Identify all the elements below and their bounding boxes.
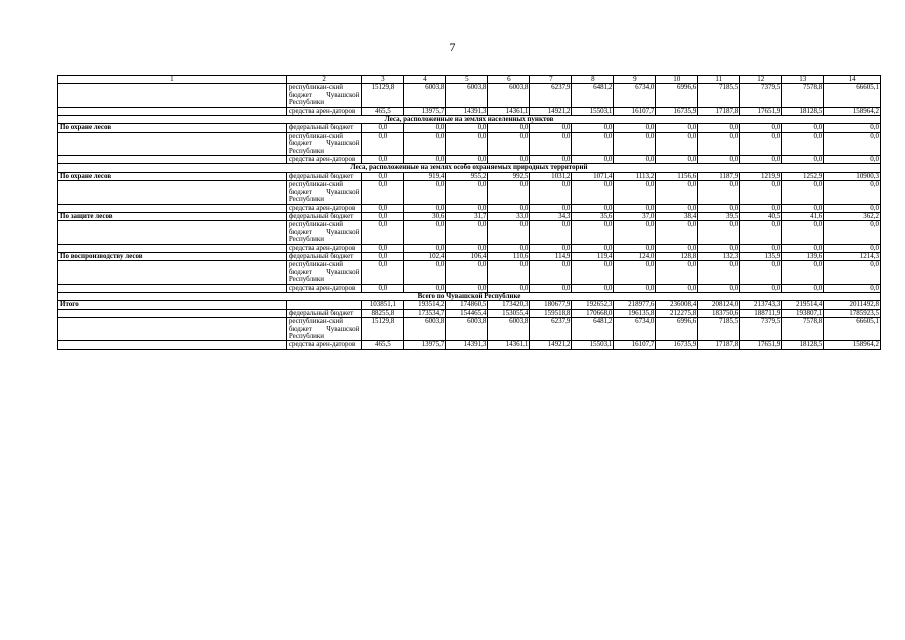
- section-heading: Леса, расположенные на землях особо охраняемых природных территорий: [58, 164, 881, 172]
- value-cell: 16107,7: [614, 341, 656, 349]
- value-cell: 1214,3: [824, 252, 881, 260]
- value-cell: 14921,2: [530, 107, 572, 115]
- value-cell: 6237,9: [530, 84, 572, 107]
- value-cell: 0,0: [446, 221, 488, 244]
- value-cell: 0,0: [740, 204, 782, 212]
- column-number-cell: 5: [446, 76, 488, 84]
- table-row: [58, 107, 881, 115]
- value-cell: 6996,6: [656, 84, 698, 107]
- value-cell: 31,7: [446, 212, 488, 220]
- table-row: [58, 172, 881, 180]
- value-cell: 362,2: [824, 212, 881, 220]
- value-cell: 17187,8: [698, 341, 740, 349]
- value-cell: 0,0: [698, 156, 740, 164]
- value-cell: 0,0: [614, 156, 656, 164]
- value-cell: 66605,1: [824, 318, 881, 341]
- value-cell: 0,0: [446, 204, 488, 212]
- value-cell: 0,0: [404, 132, 446, 155]
- value-cell: 0,0: [614, 261, 656, 284]
- value-cell: 0,0: [740, 181, 782, 204]
- value-cell: 236008,4: [656, 301, 698, 309]
- column-number-cell: 10: [656, 76, 698, 84]
- value-cell: 16735,9: [656, 341, 698, 349]
- value-cell: 34,3: [530, 212, 572, 220]
- value-cell: 7578,8: [782, 318, 824, 341]
- value-cell: 0,0: [782, 244, 824, 252]
- value-cell: 13975,7: [404, 341, 446, 349]
- value-cell: 1785923,5: [824, 309, 881, 317]
- value-cell: 132,3: [698, 252, 740, 260]
- value-cell: 154465,4: [446, 309, 488, 317]
- value-cell: 39,5: [698, 212, 740, 220]
- value-cell: 173534,7: [404, 309, 446, 317]
- value-cell: 0,0: [404, 284, 446, 292]
- value-cell: 6734,0: [614, 318, 656, 341]
- value-cell: 106,4: [446, 252, 488, 260]
- value-cell: 0,0: [698, 221, 740, 244]
- value-cell: 0,0: [614, 244, 656, 252]
- value-cell: 1156,6: [656, 172, 698, 180]
- value-cell: 188711,9: [740, 309, 782, 317]
- value-cell: 1071,4: [572, 172, 614, 180]
- value-cell: 35,6: [572, 212, 614, 220]
- value-cell: 0,0: [446, 244, 488, 252]
- value-cell: 119,4: [572, 252, 614, 260]
- value-cell: 6003,8: [446, 318, 488, 341]
- table-row: [58, 124, 881, 132]
- funding-source-cell: республикан-ский бюджет Чувашской Республики: [286, 181, 362, 204]
- value-cell: 0,0: [572, 132, 614, 155]
- funding-source-cell: республикан-ский бюджет Чувашской Республики: [286, 132, 362, 155]
- table-row: [58, 252, 881, 260]
- section-heading-row: [58, 116, 881, 124]
- funding-source-cell: средства арен-даторов: [286, 204, 362, 212]
- value-cell: 158964,2: [824, 107, 881, 115]
- funding-source-cell: федеральный бюджет: [286, 212, 362, 220]
- activity-cell: [58, 284, 287, 292]
- value-cell: 7379,5: [740, 318, 782, 341]
- table-row: [58, 309, 881, 317]
- value-cell: 0,0: [824, 181, 881, 204]
- funding-source-cell: федеральный бюджет: [286, 309, 362, 317]
- value-cell: 6003,8: [488, 318, 530, 341]
- funding-source-cell: средства арен-даторов: [286, 284, 362, 292]
- table-row: [58, 132, 881, 155]
- activity-cell: [58, 107, 287, 115]
- value-cell: 183750,6: [698, 309, 740, 317]
- value-cell: 37,0: [614, 212, 656, 220]
- value-cell: 0,0: [698, 284, 740, 292]
- funding-source-cell: федеральный бюджет: [286, 172, 362, 180]
- table-body: [58, 76, 881, 350]
- value-cell: 213743,3: [740, 301, 782, 309]
- value-cell: 1031,2: [530, 172, 572, 180]
- value-cell: 0,0: [782, 204, 824, 212]
- value-cell: 0,0: [446, 181, 488, 204]
- value-cell: 0,0: [362, 284, 404, 292]
- value-cell: 14361,1: [488, 107, 530, 115]
- value-cell: 0,0: [530, 156, 572, 164]
- value-cell: 88255,8: [362, 309, 404, 317]
- funding-source-cell: средства арен-даторов: [286, 156, 362, 164]
- value-cell: 18128,5: [782, 107, 824, 115]
- value-cell: 18128,5: [782, 341, 824, 349]
- activity-cell: [58, 261, 287, 284]
- table-row: [58, 261, 881, 284]
- table-row: [58, 84, 881, 107]
- column-number-cell: 8: [572, 76, 614, 84]
- value-cell: 0,0: [488, 156, 530, 164]
- value-cell: 0,0: [530, 181, 572, 204]
- value-cell: 0,0: [530, 221, 572, 244]
- value-cell: 173420,3: [488, 301, 530, 309]
- page-number: 7: [449, 40, 456, 54]
- value-cell: 0,0: [740, 221, 782, 244]
- value-cell: 7185,5: [698, 318, 740, 341]
- value-cell: 0,0: [362, 181, 404, 204]
- value-cell: 103851,1: [362, 301, 404, 309]
- value-cell: 41,6: [782, 212, 824, 220]
- value-cell: 14361,1: [488, 341, 530, 349]
- table-row: [58, 318, 881, 341]
- table-row: [58, 284, 881, 292]
- value-cell: 0,0: [614, 204, 656, 212]
- value-cell: 40,5: [740, 212, 782, 220]
- column-number-cell: 6: [488, 76, 530, 84]
- activity-cell: По охране лесов: [58, 172, 287, 180]
- value-cell: 6003,8: [404, 318, 446, 341]
- value-cell: 0,0: [656, 261, 698, 284]
- value-cell: 0,0: [488, 204, 530, 212]
- value-cell: 0,0: [782, 181, 824, 204]
- value-cell: 0,0: [488, 244, 530, 252]
- value-cell: 0,0: [572, 221, 614, 244]
- value-cell: 66605,1: [824, 84, 881, 107]
- value-cell: 0,0: [488, 284, 530, 292]
- value-cell: 0,0: [698, 244, 740, 252]
- value-cell: 159518,8: [530, 309, 572, 317]
- value-cell: 15129,8: [362, 318, 404, 341]
- value-cell: 193807,1: [782, 309, 824, 317]
- value-cell: 14391,3: [446, 107, 488, 115]
- value-cell: 6996,6: [656, 318, 698, 341]
- value-cell: 17651,9: [740, 107, 782, 115]
- value-cell: 0,0: [614, 284, 656, 292]
- value-cell: 110,6: [488, 252, 530, 260]
- value-cell: 0,0: [614, 132, 656, 155]
- value-cell: 0,0: [824, 204, 881, 212]
- value-cell: 114,9: [530, 252, 572, 260]
- value-cell: 7578,8: [782, 84, 824, 107]
- value-cell: 38,4: [656, 212, 698, 220]
- value-cell: 0,0: [782, 124, 824, 132]
- funding-source-cell: средства арен-даторов: [286, 341, 362, 349]
- column-number-cell: 11: [698, 76, 740, 84]
- value-cell: 0,0: [446, 156, 488, 164]
- value-cell: 0,0: [530, 244, 572, 252]
- value-cell: 0,0: [824, 284, 881, 292]
- value-cell: 465,5: [362, 341, 404, 349]
- value-cell: 0,0: [530, 132, 572, 155]
- value-cell: 192652,3: [572, 301, 614, 309]
- funding-source-cell: республикан-ский бюджет Чувашской Республики: [286, 84, 362, 107]
- value-cell: 0,0: [656, 124, 698, 132]
- value-cell: 0,0: [362, 212, 404, 220]
- value-cell: 0,0: [572, 156, 614, 164]
- value-cell: 0,0: [824, 244, 881, 252]
- column-number-cell: 13: [782, 76, 824, 84]
- value-cell: 14391,3: [446, 341, 488, 349]
- activity-cell: [58, 221, 287, 244]
- value-cell: 16107,7: [614, 107, 656, 115]
- value-cell: 0,0: [656, 181, 698, 204]
- value-cell: 0,0: [614, 181, 656, 204]
- value-cell: 0,0: [656, 284, 698, 292]
- activity-cell: По защите лесов: [58, 212, 287, 220]
- value-cell: 0,0: [824, 124, 881, 132]
- value-cell: 0,0: [488, 132, 530, 155]
- activity-cell: [58, 132, 287, 155]
- section-heading: Леса, расположенные на землях населенных пунктов: [58, 116, 881, 124]
- activity-cell: Итого: [58, 301, 287, 309]
- value-cell: 0,0: [572, 284, 614, 292]
- value-cell: 128,8: [656, 252, 698, 260]
- value-cell: 10900,3: [824, 172, 881, 180]
- value-cell: 13975,7: [404, 107, 446, 115]
- value-cell: 0,0: [362, 132, 404, 155]
- value-cell: 219514,4: [782, 301, 824, 309]
- activity-cell: По воспроизводству лесов: [58, 252, 287, 260]
- column-number-cell: 12: [740, 76, 782, 84]
- value-cell: 0,0: [362, 261, 404, 284]
- value-cell: 0,0: [698, 132, 740, 155]
- value-cell: 0,0: [530, 284, 572, 292]
- value-cell: 6003,8: [404, 84, 446, 107]
- value-cell: 0,0: [782, 261, 824, 284]
- value-cell: 7379,5: [740, 84, 782, 107]
- value-cell: 0,0: [656, 244, 698, 252]
- value-cell: 0,0: [446, 284, 488, 292]
- value-cell: 1187,9: [698, 172, 740, 180]
- value-cell: 180677,9: [530, 301, 572, 309]
- value-cell: 0,0: [488, 261, 530, 284]
- column-number-cell: 7: [530, 76, 572, 84]
- table-row: [58, 221, 881, 244]
- funding-source-cell: республикан-ский бюджет Чувашской Республики: [286, 221, 362, 244]
- section-heading: Всего по Чувашской Республике: [58, 292, 881, 300]
- table-row: [58, 341, 881, 349]
- column-number-cell: 2: [286, 76, 362, 84]
- value-cell: 0,0: [824, 261, 881, 284]
- value-cell: 0,0: [530, 204, 572, 212]
- value-cell: 0,0: [572, 244, 614, 252]
- funding-source-cell: федеральный бюджет: [286, 124, 362, 132]
- value-cell: 30,6: [404, 212, 446, 220]
- value-cell: 0,0: [362, 156, 404, 164]
- value-cell: 0,0: [362, 221, 404, 244]
- value-cell: 992,5: [488, 172, 530, 180]
- funding-source-cell: республикан-ский бюджет Чувашской Республики: [286, 261, 362, 284]
- value-cell: 0,0: [656, 204, 698, 212]
- value-cell: 16735,9: [656, 107, 698, 115]
- value-cell: 955,2: [446, 172, 488, 180]
- value-cell: 158964,2: [824, 341, 881, 349]
- value-cell: 0,0: [572, 181, 614, 204]
- value-cell: 0,0: [530, 124, 572, 132]
- value-cell: 0,0: [446, 132, 488, 155]
- value-cell: 6481,2: [572, 318, 614, 341]
- value-cell: 7185,5: [698, 84, 740, 107]
- column-number-cell: 14: [824, 76, 881, 84]
- value-cell: 0,0: [488, 124, 530, 132]
- value-cell: 15129,8: [362, 84, 404, 107]
- value-cell: 170668,0: [572, 309, 614, 317]
- value-cell: 0,0: [614, 221, 656, 244]
- activity-cell: [58, 244, 287, 252]
- value-cell: 17651,9: [740, 341, 782, 349]
- section-heading-row: [58, 164, 881, 172]
- value-cell: 0,0: [740, 244, 782, 252]
- table-row: [58, 244, 881, 252]
- value-cell: 0,0: [782, 132, 824, 155]
- funding-source-cell: республикан-ский бюджет Чувашской Республики: [286, 318, 362, 341]
- column-number-cell: 9: [614, 76, 656, 84]
- value-cell: 135,9: [740, 252, 782, 260]
- value-cell: 0,0: [740, 284, 782, 292]
- table-row: [58, 212, 881, 220]
- value-cell: 1219,9: [740, 172, 782, 180]
- value-cell: 0,0: [698, 261, 740, 284]
- value-cell: 0,0: [404, 204, 446, 212]
- activity-cell: [58, 156, 287, 164]
- value-cell: 465,5: [362, 107, 404, 115]
- activity-cell: [58, 84, 287, 107]
- activity-cell: [58, 318, 287, 341]
- value-cell: 0,0: [656, 156, 698, 164]
- column-number-cell: 3: [362, 76, 404, 84]
- value-cell: 6237,9: [530, 318, 572, 341]
- value-cell: 208124,0: [698, 301, 740, 309]
- value-cell: 2011492,8: [824, 301, 881, 309]
- value-cell: 0,0: [404, 221, 446, 244]
- value-cell: 17187,8: [698, 107, 740, 115]
- value-cell: 196135,8: [614, 309, 656, 317]
- value-cell: 0,0: [446, 261, 488, 284]
- value-cell: 0,0: [740, 132, 782, 155]
- value-cell: 0,0: [362, 124, 404, 132]
- value-cell: 193514,2: [404, 301, 446, 309]
- value-cell: 0,0: [740, 261, 782, 284]
- value-cell: 0,0: [698, 181, 740, 204]
- activity-cell: [58, 181, 287, 204]
- value-cell: 153055,4: [488, 309, 530, 317]
- value-cell: 0,0: [824, 221, 881, 244]
- table-row: [58, 204, 881, 212]
- value-cell: 0,0: [782, 221, 824, 244]
- value-cell: 0,0: [698, 204, 740, 212]
- activity-cell: [58, 204, 287, 212]
- value-cell: 0,0: [404, 244, 446, 252]
- value-cell: 0,0: [572, 261, 614, 284]
- value-cell: 0,0: [740, 156, 782, 164]
- value-cell: 6003,8: [446, 84, 488, 107]
- activity-cell: По охране лесов: [58, 124, 287, 132]
- funding-source-cell: средства арен-даторов: [286, 107, 362, 115]
- financing-table: [57, 75, 881, 350]
- value-cell: 14921,2: [530, 341, 572, 349]
- section-heading-row: [58, 292, 881, 300]
- value-cell: 0,0: [362, 172, 404, 180]
- value-cell: 0,0: [614, 124, 656, 132]
- table-row: [58, 301, 881, 309]
- value-cell: 0,0: [404, 156, 446, 164]
- value-cell: 0,0: [362, 252, 404, 260]
- value-cell: 0,0: [404, 181, 446, 204]
- value-cell: 0,0: [824, 156, 881, 164]
- value-cell: 0,0: [698, 124, 740, 132]
- column-number-cell: 4: [404, 76, 446, 84]
- value-cell: 102,4: [404, 252, 446, 260]
- value-cell: 33,0: [488, 212, 530, 220]
- value-cell: 0,0: [404, 261, 446, 284]
- table-row: [58, 156, 881, 164]
- value-cell: 6734,0: [614, 84, 656, 107]
- value-cell: 212275,8: [656, 309, 698, 317]
- value-cell: 919,4: [404, 172, 446, 180]
- value-cell: 124,0: [614, 252, 656, 260]
- activity-cell: [58, 309, 287, 317]
- value-cell: 174860,5: [446, 301, 488, 309]
- value-cell: 6481,2: [572, 84, 614, 107]
- funding-source-cell: [286, 301, 362, 309]
- value-cell: 1252,9: [782, 172, 824, 180]
- value-cell: 139,6: [782, 252, 824, 260]
- value-cell: 0,0: [782, 156, 824, 164]
- value-cell: 0,0: [782, 284, 824, 292]
- table-row: [58, 181, 881, 204]
- value-cell: 0,0: [740, 124, 782, 132]
- value-cell: 0,0: [824, 132, 881, 155]
- column-number-cell: 1: [58, 76, 287, 84]
- value-cell: 0,0: [404, 124, 446, 132]
- value-cell: 0,0: [362, 244, 404, 252]
- activity-cell: [58, 341, 287, 349]
- value-cell: 0,0: [572, 204, 614, 212]
- value-cell: 15503,1: [572, 107, 614, 115]
- value-cell: 15503,1: [572, 341, 614, 349]
- value-cell: 218977,6: [614, 301, 656, 309]
- value-cell: 0,0: [656, 132, 698, 155]
- funding-source-cell: федеральный бюджет: [286, 252, 362, 260]
- value-cell: 0,0: [530, 261, 572, 284]
- value-cell: 0,0: [362, 204, 404, 212]
- value-cell: 0,0: [488, 181, 530, 204]
- funding-source-cell: средства арен-даторов: [286, 244, 362, 252]
- value-cell: 0,0: [488, 221, 530, 244]
- value-cell: 6003,8: [488, 84, 530, 107]
- value-cell: 0,0: [572, 124, 614, 132]
- value-cell: 1113,2: [614, 172, 656, 180]
- column-number-header-row: [58, 76, 881, 84]
- value-cell: 0,0: [656, 221, 698, 244]
- value-cell: 0,0: [446, 124, 488, 132]
